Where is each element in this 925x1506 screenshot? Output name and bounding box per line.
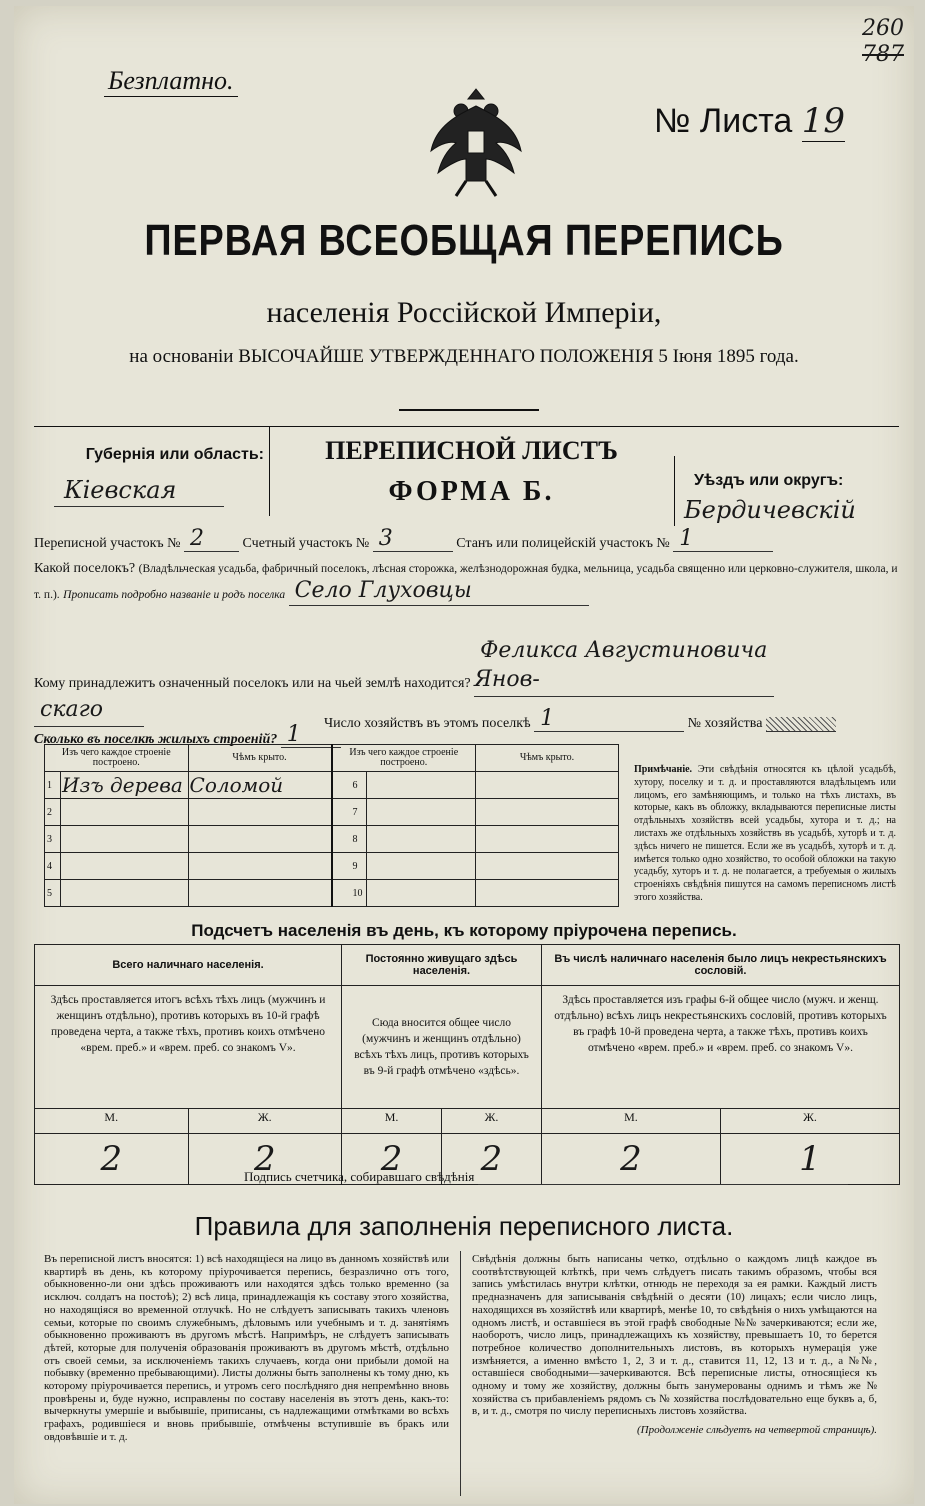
- female-header: Ж.: [188, 1109, 342, 1134]
- male-header: М.: [342, 1109, 442, 1134]
- col-material-right: Изъ чего каждое строеніе построено.: [332, 745, 476, 772]
- sheet-number: [654, 101, 845, 141]
- continued-note: (Продолженіе слѣдуетъ на четвертой страницѣ).: [637, 1424, 877, 1437]
- signature-row: [244, 1169, 848, 1185]
- col-roof-left: Чѣмъ крыто.: [188, 745, 332, 772]
- present-male-value: 2: [100, 1139, 123, 1179]
- household-number-crossed: [766, 717, 836, 732]
- col3-desc: Здѣсь проставляется изъ графы 6-й общее число (мужч. и женщ. отдѣльно) всѣхъ лицъ некрестьянскихъ сословій, противъ которыхъ въ графѣ 10-й проведена черта, а также тѣхъ, противъ коихъ отмѣчено «врем. преб.» и «врем. преб. со знакомъ V».: [541, 986, 899, 1109]
- permanent-male-value: 2: [380, 1139, 403, 1179]
- households-value: 1: [540, 706, 555, 731]
- divider: [399, 409, 539, 411]
- households-row: [324, 706, 836, 732]
- non-peasant-female-value: 1: [799, 1139, 821, 1179]
- sheet-number-label: № Листа: [654, 102, 793, 140]
- buildings-note: [634, 764, 896, 905]
- form-title: ПЕРЕПИСНОЙ ЛИСТЪ: [325, 436, 618, 465]
- buildings-value: 1: [286, 722, 301, 747]
- col3-head: Въ числѣ наличнаго населенія было лицъ некрестьянскихъ сословій.: [541, 945, 899, 986]
- double-headed-eagle-emblem: [426, 81, 526, 201]
- col1-desc: Здѣсь проставляется итогъ всѣхъ тѣхъ лицъ (мужчинъ и женщинъ отдѣльно), противъ которыхъ въ 10-й графѣ проведена черта, а также тѣхъ, противъ коихъ отмѣчено «врем. преб.» и «врем. преб. со знакомъ V».: [35, 986, 342, 1109]
- owner-label: Кому принадлежитъ означенный поселокъ или на чьей землѣ находится?: [34, 676, 471, 691]
- settlement-hint-2: Прописать подробно названіе и родъ поселка: [63, 589, 286, 601]
- free-label: Безплатно.: [104, 66, 238, 97]
- owner-value-2: скаго: [40, 697, 103, 722]
- divider: [460, 1251, 461, 1496]
- table-row: 5 10: [45, 880, 619, 907]
- household-number-label: № хозяйства: [687, 716, 763, 731]
- col2-desc: Сюда вносится общее число (мужчинъ и женщинъ отдѣльно) всѣхъ тѣхъ лицъ, противъ которыхъ въ 9-й графѣ отмѣчено «здѣсь».: [342, 986, 542, 1109]
- roof-cell: Соломой: [188, 772, 332, 799]
- settlement-row: [34, 558, 899, 606]
- stan-value: 1: [679, 526, 694, 551]
- gubernia-label: Губернія или область:: [85, 446, 264, 463]
- stan-label: Станъ или полицейскій участокъ №: [456, 536, 670, 551]
- signature-line: [478, 1184, 848, 1185]
- census-area-label: Переписной участокъ №: [34, 536, 181, 551]
- settlement-label: Какой поселокъ?: [34, 561, 136, 576]
- table-row: 4 9: [45, 853, 619, 880]
- col1-head: Всего наличнаго населенія.: [35, 945, 342, 986]
- table-row: 3 8: [45, 826, 619, 853]
- signature-label: Подпись счетчика, собиравшаго свѣдѣнія: [244, 1169, 475, 1184]
- page-title: ПЕРВАЯ ВСЕОБЩАЯ ПЕРЕПИСЬ: [144, 216, 784, 265]
- legal-basis: на основаніи ВЫСОЧАЙШЕ УТВЕРЖДЕННАГО ПОЛОЖЕНІЯ 5 Іюня 1895 года.: [129, 346, 799, 367]
- rules-right-column: [472, 1253, 877, 1437]
- page-subtitle: населенія Россійской Имперіи,: [266, 296, 662, 329]
- margin-number-1: 260: [862, 16, 904, 41]
- divider: [674, 456, 675, 526]
- col2-head: Постоянно живущаго здѣсь населенія.: [342, 945, 542, 986]
- note-text: Эти свѣдѣнія относятся къ цѣлой усадьбѣ, хутору, поселку и т. д. и проставляются владѣльцемъ или лицомъ, его замѣняющимъ, и только на тѣхъ листахъ, въ которые, какъ въ обложку, вкладываются переписные листы отдѣльныхъ хозяйствъ всей усадьбы, хутора и т. д.; на листахъ же отдѣльныхъ хозяйствъ въ усадьбѣ, хуторѣ и т. д. здѣсь ничего не пишется. Если же въ усадьбѣ, хуторѣ и т. д. имѣется только одно хозяйство, то особой обложки на такую усадьбу, хуторъ и т. д. не полагается, а требуемыя о жилыхъ строеніяхъ свѣдѣнія пишутся на самомъ переписномъ листѣ этого хозяйства.: [634, 764, 896, 903]
- col-roof-right: Чѣмъ крыто.: [476, 745, 619, 772]
- note-heading: Примѣчаніе.: [634, 764, 693, 775]
- population-title: Подсчетъ населенія въ день, къ которому пріурочена перепись.: [191, 921, 737, 940]
- area-numbers-row: [34, 526, 773, 552]
- margin-numbers: [862, 16, 904, 68]
- rules-title: Правила для заполненія переписного листа.: [194, 1211, 734, 1241]
- male-header: М.: [35, 1109, 189, 1134]
- material-cell: Изъ дерева: [61, 772, 189, 799]
- form-letter: ФОРМА Б.: [388, 476, 555, 507]
- rules-right-text: Свѣдѣнія должны быть написаны четко, отдѣльно о каждомъ лицѣ каждое въ соотвѣтствующей клѣткѣ, при чемъ слѣдуетъ писать такимъ образомъ, чтобы вся запись умѣстилась внутри клѣтки, отнюдь не переходя за ея рамки. Каждый листъ предназначенъ для записыванія свѣдѣній о десяти (10) лицахъ; если число лицъ, находящихся въ хозяйствѣ или квартирѣ, менѣе 10, то свѣдѣнія о нихъ умѣщаются на одномъ листѣ, и оставшіеся въ этой графѣ свободные №№ зачеркиваются; если же, наоборотъ, число лицъ, принадлежащихъ къ хозяйству, превышаетъ 10, то берется потребное количество дополнительныхъ листовъ, въ которыхъ нумерація уже измѣняется, а именно вмѣсто 1, 2, 3 и т. д., ставится 11, 12, 13 и т. д., а №№, оставшіеся свободными—зачеркиваются. Всѣ переписные листы, относящіеся къ одному и тому же хозяйству, должны быть занумерованы однимъ и тѣмъ же № хозяйства съ прибавленіемъ рядомъ съ № хозяйства послѣдовательно еще буквъ а, б, в, и т. д., смотря по числу переписныхъ листовъ хозяйства.: [472, 1253, 877, 1418]
- uezd-value: Бердичевскій: [684, 496, 856, 524]
- count-area-label: Счетный участокъ №: [242, 536, 370, 551]
- non-peasant-male-value: 2: [620, 1139, 642, 1179]
- population-table: [34, 944, 900, 1185]
- col-material-left: Изъ чего каждое строеніе построено.: [45, 745, 189, 772]
- present-female-value: 2: [253, 1139, 276, 1179]
- settlement-value: Село Глуховцы: [294, 578, 472, 603]
- owner-value: Феликса Августиновича Янов-: [474, 638, 768, 692]
- census-sheet: [14, 6, 914, 1504]
- permanent-female-value: 2: [480, 1139, 503, 1179]
- margin-number-2: 787: [862, 42, 904, 67]
- female-header: Ж.: [720, 1109, 899, 1134]
- divider: [54, 506, 224, 507]
- households-label: Число хозяйствъ въ этомъ поселкѣ: [324, 716, 531, 731]
- buildings-table: [44, 744, 619, 907]
- table-row: 2 7: [45, 799, 619, 826]
- female-header: Ж.: [442, 1109, 542, 1134]
- settlement-hint: (Владѣльческая усадьба, фабричный поселокъ, лѣсная сторожка, желѣзнодорожная будка, мельница, усадьба священно или церковно-служителя, школа, и т. п.).: [34, 563, 898, 601]
- table-row: 1 Изъ дерева Соломой 6: [45, 772, 619, 799]
- gubernia-value: Кіевская: [64, 476, 177, 504]
- uezd-label: Уѣздъ или округъ:: [694, 472, 844, 489]
- male-header: М.: [541, 1109, 720, 1134]
- census-area-value: 2: [190, 526, 205, 551]
- sheet-number-value: 19: [801, 101, 846, 141]
- count-area-value: 3: [378, 526, 393, 551]
- rules-left-column: Въ переписной листъ вносятся: 1) всѣ находящіеся на лицо въ данномъ хозяйствѣ или квартирѣ въ день, къ которому пріурочивается перепись, безразлично отъ того, обыкновенно-ли они здѣсь проживаютъ или находятся здѣсь только временно (за исключ. солдатъ на постоѣ); 2) всѣ лица, принадлежащія къ составу этого хозяйства, но находящіяся во временной отлучкѣ. Но не слѣдуетъ записывать такихъ членовъ семьи, которые по своимъ служебнымъ, дѣловымъ или учебнымъ и т. д. занятіямъ обыкновенно проживаютъ въ другомъ мѣстѣ. Напримѣръ, не слѣдуетъ записывать дѣтей, которые для полученія образованія проживаютъ въ другомъ мѣстѣ, отдѣльно отъ своей семьи, за исключеніемъ такихъ случаевъ, когда они прибыли домой на побывку (временно пребывающими). Листы должны быть заполнены къ тому дню, къ которому пріурочивается перепись, и утромъ сего послѣдняго дня непремѣнно вновь провѣрены и, буде нужно, исправлены по составу населенія въ этотъ день, какъ-то: вычеркнуты умершіе и выбывшіе, приписаны, съ надлежащими отмѣтками во всѣхъ графахъ, родившіеся и вновь прибывшіе, отмѣчены вступившіе въ бракъ или овдовѣвшіе и т. д.: [44, 1253, 449, 1443]
- buildings-label: Сколько въ поселкѣ жилыхъ строеній?: [34, 732, 278, 747]
